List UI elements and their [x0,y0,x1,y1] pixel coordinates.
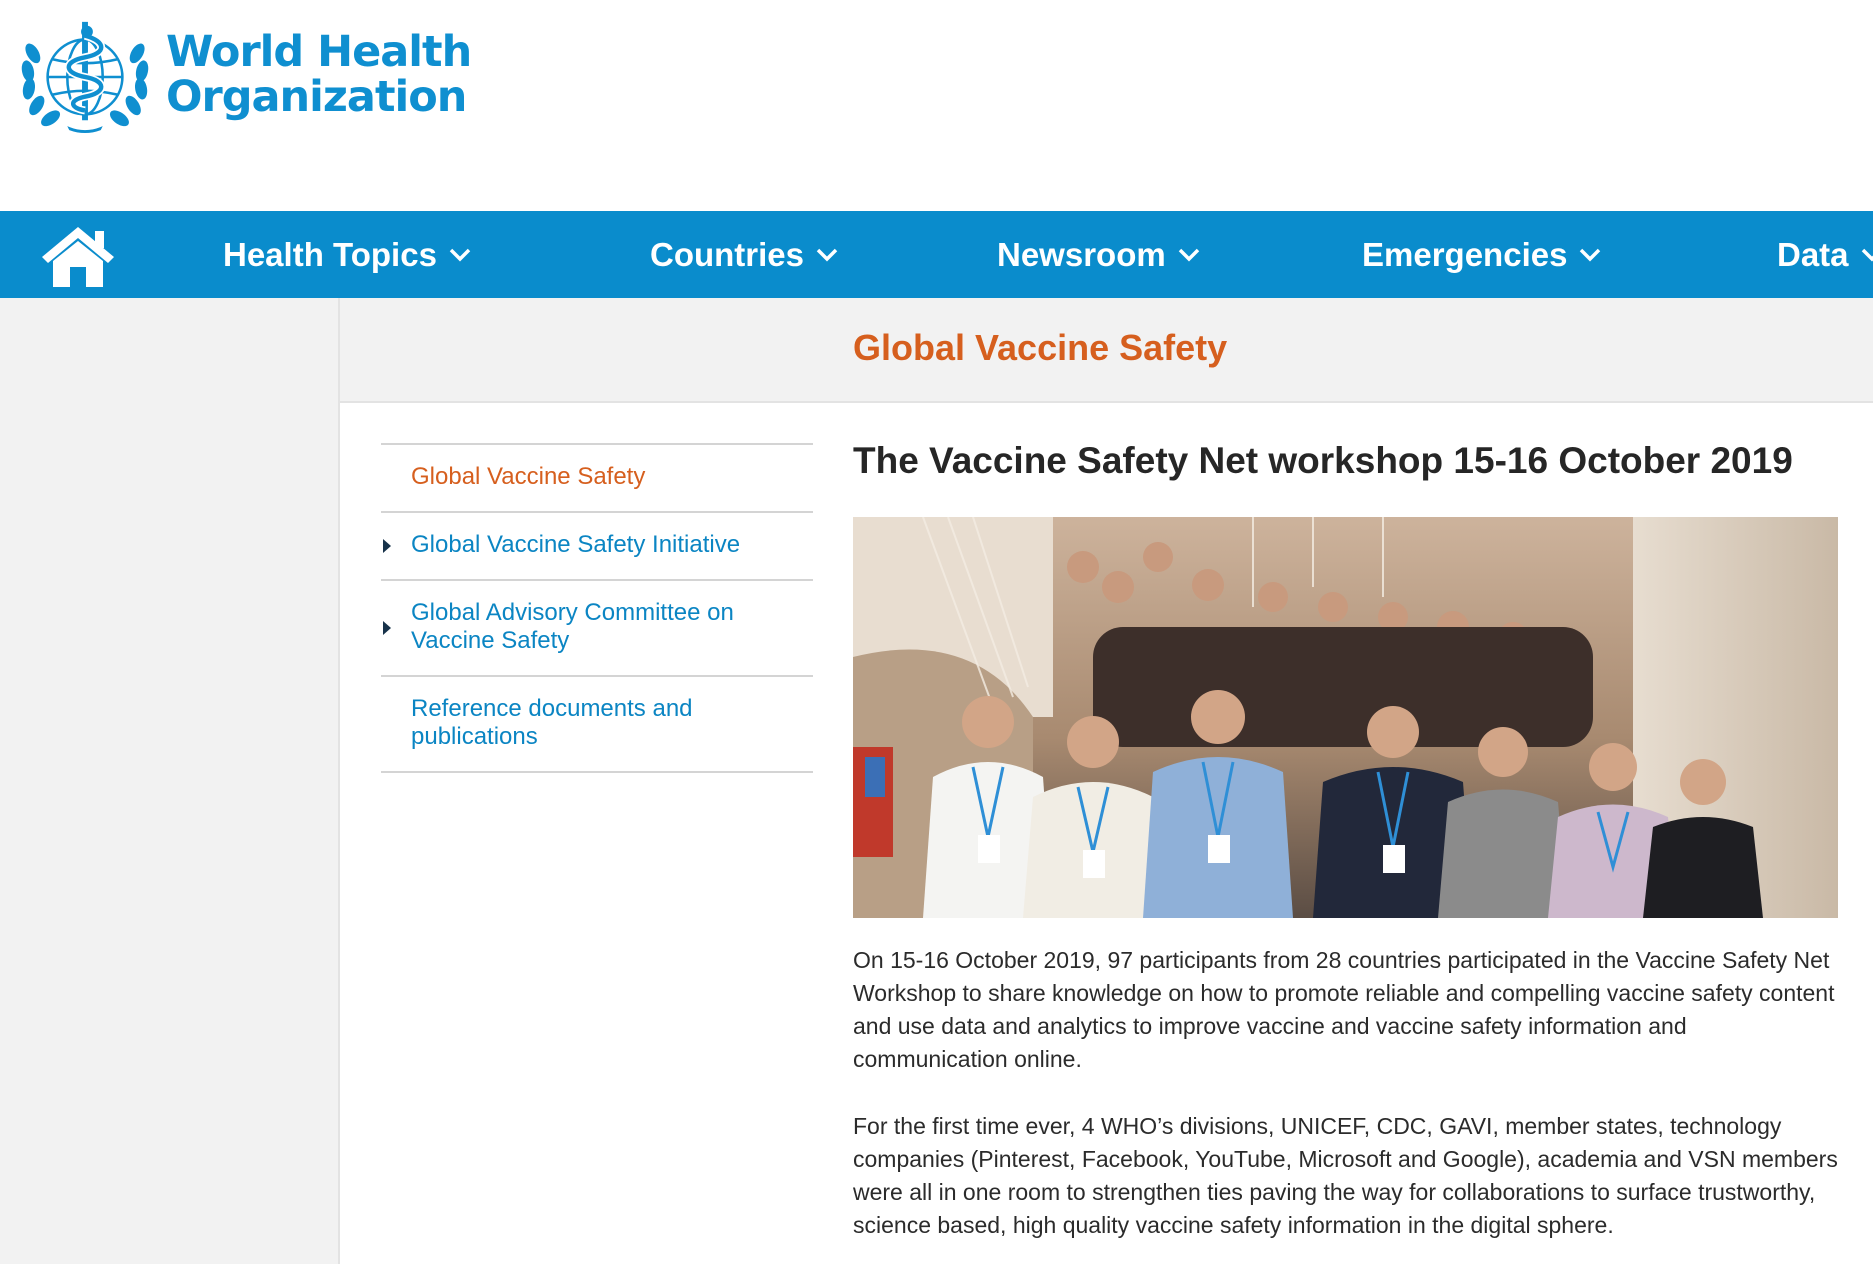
side-menu [381,443,813,773]
site-header [0,0,1873,211]
side-menu-label: Global Vaccine Safety [411,463,646,490]
nav-emergencies[interactable] [1362,211,1601,298]
who-logo[interactable] [16,14,471,136]
section-title[interactable]: Global Vaccine Safety [853,327,1228,368]
chevron-down-icon [816,248,838,262]
nav-label: Emergencies [1362,235,1568,273]
chevron-down-icon [1861,248,1873,262]
nav-data[interactable] [1777,211,1873,298]
side-menu-item-gacvs[interactable] [381,579,813,675]
chevron-down-icon [1178,248,1200,262]
nav-countries[interactable] [650,211,838,298]
side-menu-item-global-vaccine-safety[interactable] [381,443,813,511]
who-logo-text [166,27,472,122]
article-paragraph: For the first time ever, 4 WHO’s divisions, UNICEF, CDC, GAVI, member states, technology companies (Pinterest, Facebook, YouTube, Microsoft and Google), academia and VSN members were all in one room to strengthen ties paving the way for collaborations to surface trustworthy, science based, high quality vaccine safety information in the digital sphere. [853,1113,1838,1238]
nav-label: Newsroom [997,235,1166,273]
logo-line-1: World Health [166,27,472,77]
left-gutter [0,298,340,1264]
nav-label: Countries [650,235,805,273]
side-menu-item-reference-documents[interactable] [381,675,813,773]
caret-right-icon [383,621,391,635]
side-menu-item-gvs-initiative[interactable] [381,511,813,579]
who-emblem-icon [16,14,154,136]
nav-label: Data [1777,235,1849,273]
chevron-down-icon [1579,248,1601,262]
nav-health-topics[interactable] [223,211,471,298]
article-title: The Vaccine Safety Net workshop 15-16 October 2019 [853,440,1793,481]
chevron-down-icon [449,248,471,262]
caret-right-icon [383,539,391,553]
main-nav [0,211,1873,298]
article-paragraph: On 15-16 October 2019, 97 participants from 28 countries participated in the Vaccine Safety Net Workshop to share knowledge on how to promote reliable and compelling vaccine safety content and use data and analytics to improve vaccine and vaccine safety information and communication online. [853,947,1835,1072]
home-button[interactable] [38,223,118,287]
home-icon [38,223,118,287]
group-photo-image [853,517,1838,918]
nav-newsroom[interactable] [997,211,1200,298]
group-photo [853,517,1838,918]
side-menu-label: Global Advisory Committee on Vaccine Safety [411,599,734,654]
side-menu-label: Global Vaccine Safety Initiative [411,531,741,558]
logo-line-2: Organization [166,72,467,122]
side-menu-label: Reference documents and publications [411,695,693,750]
nav-label: Health Topics [223,235,437,273]
